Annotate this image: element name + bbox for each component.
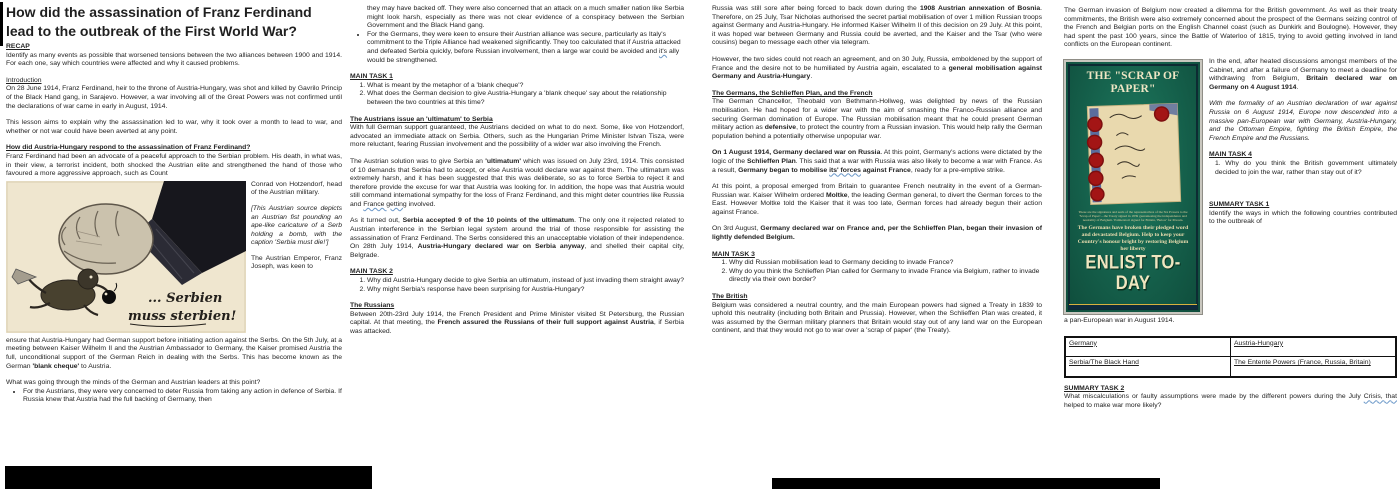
- introduction-paragraph-2: This lesson aims to explain why the assassination led to war, why it took over a month to lead to war, and whether or not war could have been averted at any point.: [6, 119, 342, 135]
- table-cell-label: Austria-Hungary: [1234, 339, 1284, 347]
- summary-task-2-heading: SUMMARY TASK 2: [1064, 384, 1125, 392]
- serbia-cartoon-image: [6, 181, 246, 333]
- britain-declares-war-paragraph: In the end, after heated discussions amongst members of the Cabinet, and after a failure of Germany to meet a deadline for withdrawing from Belgium, Britain declared war on Germany on 4 August 1914.: [1209, 57, 1397, 91]
- ultimatum-paragraph-1: With full German support guaranteed, the Austrians decided on what to do next. Some, like von Hotzendorf, advocated an immediate attack on Serbia. Others, such as the Hungarian Prime Minister Istvan Tisza, were more reluctant, fearing Russian involvement and the possibility of a wider war also involving the French.: [350, 124, 684, 149]
- summary-task-1-text: Identify the ways in which the following countries contributed to the outbreak of: [1209, 209, 1397, 226]
- task2-question-2: 2. Why might Serbia's response have been surprising for Austria-Hungary?: [367, 286, 684, 295]
- task1-question-2: 2. What does the German decision to give Austria-Hungary a 'blank cheque' say about the relationship between the two countries at this time?: [367, 90, 684, 107]
- leaders-question-paragraph: What was going through the minds of the German and Austrian leaders at this point?: [6, 379, 261, 387]
- poster-footer-bar: [1069, 304, 1197, 309]
- main-task-1-heading: MAIN TASK 1: [350, 73, 393, 81]
- cartoon-side-column: [251, 181, 342, 333]
- summary-task-1-text-continued: a pan-European war in August 1914.: [1064, 316, 1175, 324]
- bullet-austrians: • For the Austrians, they were very concerned to deter Russia from taking any action in defence of Serbia. If Russia knew that Austria had the full backing of Germany, then: [23, 388, 342, 405]
- leaders-bullet-list-continued: [350, 31, 684, 65]
- page-1: [6, 3, 342, 413]
- ultimatum-paragraph-3: As it turned out, Serbia accepted 9 of the 10 points of the ultimatum. The only one it rejected related to Austrian interference in the Serbian legal system around the trial of those responsible for assisting the assassination of Franz Ferdinand. The Serbs considered this an unacceptable violation of their independence. On 28th July 1914, Austria-Hungary declared war on Serbia anyway, and shelled their capital city, Belgrade.: [350, 217, 684, 259]
- cartoon-caption-line1: ... Serbien: [148, 290, 223, 306]
- bullet-germans: • For the Germans, they were keen to ensure their Austrian alliance was secure, particularly as Italy's commitment to the Triple Alliance had weakened significantly. They too calculated that if Austria attacked and defeated Serbia quickly, before Russian involvement, then a large war could be avoided and it's ally would be strengthened.: [367, 31, 684, 65]
- british-heading: The British: [712, 293, 748, 301]
- recap-paragraph: Identify as many events as possible that worsened tensions between the two alliances between 1900 and 1914. For each one, say which countries were affected and why it caused problems.: [6, 51, 342, 68]
- bethmann-hollweg-paragraph: The German Chancellor, Theobald von Bethmann-Hollweg, was delighted by news of the Russian mobilisation. He had hoped for a wider war with the aim of smashing the Franco-Russian alliance and securing German domination of Europe. The Russian mobilisation meant that he could present German military action as defensive, to protect the country from a Russian invasion. This would help rally the German population behind a potentially otherwise unpopular war.: [712, 98, 1042, 140]
- task1-question-1: 1. What is meant by the metaphor of a 'blank cheque'?: [367, 82, 684, 91]
- table-cell-label: Germany: [1069, 339, 1097, 347]
- germans-schlieffen-heading: The Germans, the Schlieffen Plan, and the French: [712, 89, 873, 97]
- response-paragraph-1: Franz Ferdinand had been an advocate of a peaceful approach to the Serbian problem. His death, in what was, in their view, a terrorist incident, both shocked the Austrian elite and strengthened the hand of those who favoured a more aggressive approach, such as Count: [6, 152, 342, 178]
- pan-european-war-italic-paragraph: With the formality of an Austrian declaration of war against Russia on 6 August 1914, Europe now descended into a massive pan-European war with Germany, Austria-Hungary, and the Ottoman Empire, fighting the British Empire, the French Empire and the Russians.: [1209, 100, 1397, 142]
- page-edge-black-bar-1: [5, 466, 372, 489]
- poster-frame: [1064, 60, 1202, 314]
- task3-question-1: 1. Why did Russian mobilisation lead to Germany deciding to invade France?: [729, 259, 1042, 268]
- task3-question-2: 2. Why do you think the Schlieffen Plan called for Germany to invade France via Belgium, rather to invade directly via their own border?: [729, 268, 1042, 285]
- response-heading: How did Austria-Hungary respond to the assassination of Franz Ferdinand?: [6, 144, 251, 152]
- table-row: [1065, 337, 1396, 357]
- ultimatum-paragraph-2: The Austrian solution was to give Serbia an 'ultimatum' which was issued on July 23rd, 1914. This consisted of 10 demands that Serbia had to accept, or else Austria would declare war against them. The ultimatum was extremely harsh, and it has been suggested that this was deliberate, so as to force Serbia to reject it and therefore provide the excuse for war that Austria was looking for. In addition, the hope was that Austria would still command international sympathy for the loss of Franz Ferdinand, and this might deter countries like Russia and France getting involved.: [350, 157, 684, 208]
- general-mobilisation-paragraph: However, the two sides could not reach an agreement, and on 30 July, Russia, emboldened by the support of France and the desire not to be humiliated by Austria again, escalated to a general mobilisation against Germany and Austria-Hungary.: [712, 55, 1042, 81]
- germany-declares-war-russia-paragraph: On 1 August 1914, Germany declared war on Russia. At this point, Germany's actions were dictated by the logic of the Schlieffen Plan. This said that a war with Russia was also likely to become a war with France. As a result, Germany began to mobilise its' forces against France, ready for a pre-emptive strike.: [712, 149, 1042, 174]
- task2-question-1: 1. Why did Austria-Hungary decide to give Serbia an ultimatum, instead of just invading them straight away?: [367, 277, 684, 286]
- summary-countries-table: [1064, 336, 1397, 378]
- recap-heading: RECAP: [6, 43, 30, 50]
- russians-heading: The Russians: [350, 302, 395, 310]
- treaty-parchment-image: [1081, 101, 1185, 207]
- main-task-2-heading: MAIN TASK 2: [350, 268, 393, 276]
- page-edge-black-mark: [0, 2, 3, 46]
- russians-paragraph-1: Between 20th-23rd July 1914, the French President and Prime Minister visited St Petersburg, the Russian capital. At that meeting, the French assured the Russians of their full support against Austria, if Serbia was attacked.: [350, 310, 684, 335]
- table-cell-germany: [1065, 337, 1231, 357]
- introduction-heading: Introduction: [6, 76, 42, 84]
- bullet-continuation-paragraph: they may have backed off. They were also concerned that an attack on a much smaller nation like Serbia might look harsh, especially as there was not clear evidence of a conspiracy between the Serbian Government and the Black Hand gang.: [367, 5, 684, 30]
- cartoon-caption-line2: muss sterbien!: [128, 308, 237, 324]
- page4-right-column: [1209, 58, 1397, 227]
- leaders-bullet-list: [6, 388, 342, 405]
- table-cell-label: Serbia/The Black Hand: [1069, 359, 1139, 367]
- table-cell-serbia-black-hand: [1065, 357, 1231, 377]
- poster-pledge-last-line: her liberty: [1120, 245, 1146, 252]
- scrap-of-paper-poster: [1064, 60, 1202, 314]
- moltke-paragraph: At this point, a proposal emerged from Britain to guarantee French neutrality in the event of a German-Russian war. Kaiser Wilhelm ordered Moltke, the leading German general, to divert the German forces to the East. However Moltke told the Kaiser that it was too late, German forces had already begun their action against France.: [712, 183, 1043, 216]
- poster-pledge-text: The Germans have broken their pledged word and devastated Belgium. Help to keep your Country's honour bright by restoring Belgium: [1077, 224, 1189, 245]
- summary-task-1-heading: SUMMARY TASK 1: [1209, 201, 1270, 209]
- blank-cheque-paragraph: ensure that Austria-Hungary had German support before initiating action against the Serbs. On the 5th July, at a meeting between Kaiser Wilhelm II and the Austrian Ambassador to Germany, the Kaiser promised Austria the full, unconditional support of the German Reich in dealing with the Serbs. This has become known as the German 'blank cheque' to Austria.: [6, 336, 342, 370]
- table-cell-entente-powers: [1231, 357, 1397, 377]
- main-task-1-list: [350, 82, 684, 108]
- belgium-dilemma-paragraph: The German invasion of Belgium now created a dilemma for the British government. As well as their treaty commitments, the British were also extremely concerned about the prospect of the Germans seizing control of the French and Belgian ports on the English Channel coast (such as Dunkirk and Boulogne). However, they had spent the past 100 years, since the Battle of Waterloo of 1815, trying to avoid getting involved in land conflicts on the European continent.: [1064, 7, 1397, 49]
- side-paragraph-emperor: The Austrian Emperor, Franz Joseph, was keen to: [251, 254, 342, 271]
- table-row: [1065, 357, 1396, 377]
- page-edge-black-bar-2: [772, 478, 1160, 489]
- poster-parchment-figure: [1070, 101, 1196, 207]
- main-task-3-list: [712, 259, 1042, 285]
- main-task-2-list: [350, 277, 684, 294]
- page-3: [712, 5, 1042, 344]
- side-paragraph-hotzendorf: Conrad von Hotzendorf, head of the Austrian military.: [251, 180, 342, 197]
- cartoon-figure-row: [6, 181, 342, 333]
- source-description-note: [This Austrian source depicts an Austrian fist pounding an ape-like caricature of a Serb holding a bomb, with the caption 'Serbia must die!']: [251, 204, 342, 247]
- russia-bosnia-paragraph: Russia was still sore after being forced to back down during the 1908 Austrian annexation of Bosnia. Therefore, on 25 July, Tsar Nicholas authorised the secret partial mobilisation of over 1 million Russian troops against Germany and Austria-Hungary. He informed Kaiser Wilhelm II of this decision on 29 July. At this point, it was hoped war between Germany and Russia could be averted, and the Kaiser and the Tsar (who were cousins) began to message each other via telegram.: [712, 5, 1042, 47]
- summary-task-2-text: What miscalculations or faulty assumptions were made by the different powers during the July Crisis, that helped to make war more likely?: [1064, 393, 1397, 409]
- main-task-4-heading: MAIN TASK 4: [1209, 151, 1252, 159]
- poster-title: THE "SCRAP OF PAPER": [1086, 69, 1180, 95]
- introduction-paragraph-1: On 28 June 1914, Franz Ferdinand, heir to the throne of Austria-Hungary, was shot and killed by Gavrilo Princip of the Black Hand gang, in Sarajevo. However, a war involving all of the Great Powers was not confirmed until the declarations of war came in early in August, 1914.: [6, 85, 342, 110]
- page-title: How did the assassination of Franz Ferdinand lead to the outbreak of the First World War?: [6, 4, 312, 39]
- germany-declares-war-france-paragraph: On 3rd August, Germany declared war on France and, per the Schlieffen Plan, began their invasion of lightly defended Belgium.: [712, 225, 1043, 242]
- ultimatum-heading: The Austrians issue an 'ultimatum' to Serbia: [350, 115, 493, 123]
- main-task-3-heading: MAIN TASK 3: [712, 250, 755, 258]
- page-4: [1064, 7, 1397, 419]
- table-cell-label: The Entente Powers (France, Russia, Britain): [1234, 359, 1371, 367]
- poster-enlist-cta: ENLIST TO-DAY: [1085, 251, 1181, 294]
- task4-question-1: 1. Why do you think the British government ultimately decided to join the war, rather than stay out of it?: [1215, 159, 1397, 176]
- page-2: [350, 5, 684, 345]
- british-neutrality-paragraph: Belgium was considered a neutral country, and the main European powers had signed a Treaty in 1839 to uphold this neutrality (including both Britain and Prussia). However, when the Schlieffen Plan was created, it was assumed by the German military planners that Britain would stay out of any land war on the European continent, and that they would not go to war over a 'scrap of paper' (the Treaty).: [712, 301, 1042, 335]
- poster-small-print: These are the signatures and seals of the representatives of the Six Powers to the 'Scrap of Paper'—the Treaty signed in 1839 guaranteeing the independence and neutrality of Belgium. 'Palmerston' signed for Britain, 'Bulow' for Prussia.: [1078, 209, 1188, 223]
- table-cell-austria-hungary: [1231, 337, 1397, 357]
